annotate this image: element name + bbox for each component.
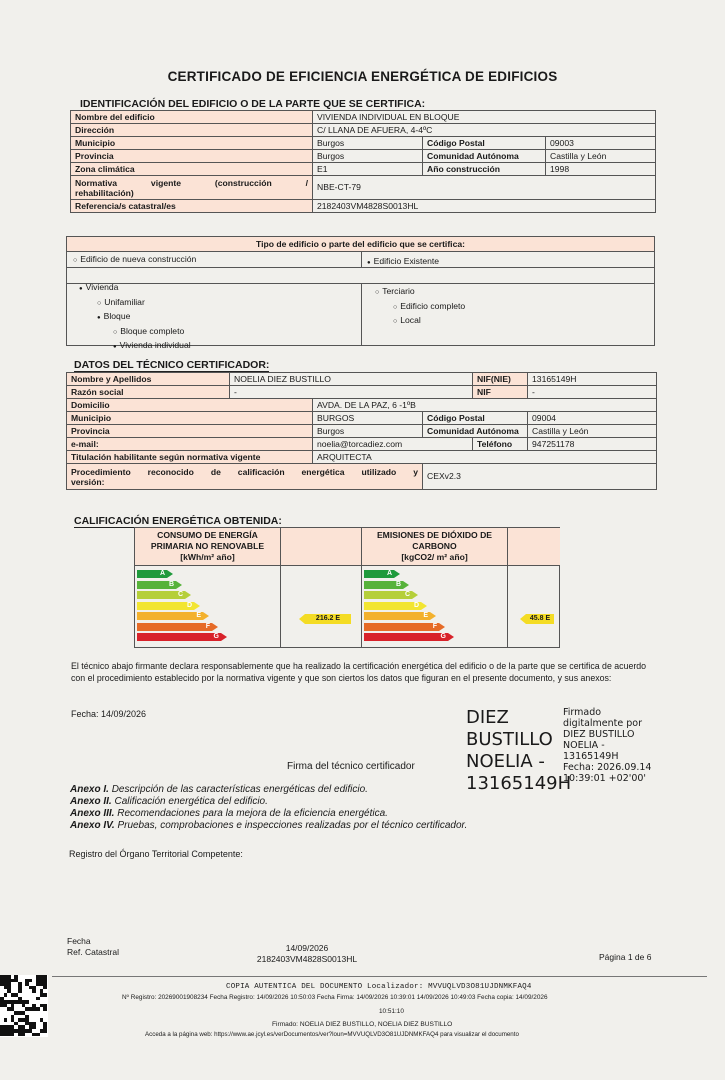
tec-nifnie-label: NIF(NIE) <box>473 373 528 386</box>
anexo-item: Anexo IV. Pruebas, comprobaciones e inspecciones realizadas por el técnico certificador. <box>70 820 468 831</box>
scale-bar-tip <box>448 633 454 641</box>
divider <box>361 252 362 268</box>
footer-fecha-value: 14/09/2026 <box>285 943 329 953</box>
normativa-label-line1: Normativa vigente (construcción / <box>75 177 308 188</box>
zona-label: Zona climática <box>71 163 313 176</box>
scale-bar-f: F <box>364 623 439 631</box>
qr-module <box>18 989 22 993</box>
document-title: CERTIFICADO DE EFICIENCIA ENERGÉTICA DE EDIFICIOS <box>167 69 558 84</box>
registro-label: Registro del Órgano Territorial Competente: <box>69 849 243 859</box>
provincia-value: Burgos <box>313 150 423 163</box>
scale-bar-tip <box>221 633 227 641</box>
consumo-value-indicator: 216.2 E <box>305 614 351 624</box>
sig-line4: 13165149H <box>466 773 572 794</box>
page-number: Página 1 de 6 <box>599 952 652 962</box>
normativa-label-line2: rehabilitación) <box>75 187 134 198</box>
tipo-header: Tipo de edificio o parte del edificio que se certifica: <box>67 237 654 252</box>
scale-bar-tip <box>203 612 209 620</box>
tec-razon-label: Razón social <box>67 386 230 399</box>
zona-value: E1 <box>313 163 423 176</box>
scale-bar-tip <box>194 602 200 610</box>
consumo-panel <box>134 527 362 648</box>
tec-nif-value: - <box>528 386 657 399</box>
qr-module <box>29 979 33 983</box>
qr-module <box>36 1033 40 1037</box>
referencia-label: Referencia/s catastral/es <box>71 200 313 213</box>
tec-municipio-value: BURGOS <box>313 412 423 425</box>
qr-module <box>43 986 47 990</box>
tec-domicilio-label: Domicilio <box>67 399 313 412</box>
referencia-value: 2182403VM4828S0013HL <box>313 200 656 213</box>
emisiones-head-line2: CARBONO <box>412 541 457 551</box>
normativa-label <box>71 176 313 200</box>
qr-module <box>4 993 8 997</box>
direccion-label: Dirección <box>71 124 313 137</box>
emisiones-panel <box>361 527 560 648</box>
scale-bar-tip <box>394 570 400 578</box>
sig-line1: DIEZ <box>466 707 509 728</box>
divider <box>361 284 362 346</box>
copia-line1: COPIA AUTENTICA DEL DOCUMENTO Localizador: MVVUQLVD3O81UJDNMKFAQ4 <box>226 983 532 991</box>
scale-bar-tip <box>167 570 173 578</box>
qr-module <box>36 1007 40 1011</box>
terciario-group <box>375 285 465 329</box>
scale-bar-b: B <box>137 581 176 589</box>
scale-bar-c: C <box>364 591 412 599</box>
tec-razon-value: - <box>230 386 473 399</box>
footer-values <box>227 943 387 965</box>
footer-ref-label: Ref. Catastral <box>67 947 119 957</box>
tec-titulacion-label: Titulación habilitante según normativa vigente <box>67 451 313 464</box>
comunidad-label: Comunidad Autónoma <box>423 150 546 163</box>
sig-line3: NOELIA - <box>466 751 545 772</box>
tec-comunidad-value: Castilla y León <box>528 425 657 438</box>
provincia-label: Provincia <box>71 150 313 163</box>
qr-module <box>11 1033 15 1037</box>
anio-label: Año construcción <box>423 163 546 176</box>
vivienda-group <box>79 281 191 354</box>
consumo-scale <box>137 570 277 646</box>
tecnico-table <box>66 372 657 490</box>
copia-line5: Acceda a la página web: https://www.ae.jcyl.es/verDocumentos/ver?loun=MVVUQLVD3O81UJDNMKFAQ4 para visualizar el documento <box>145 1031 519 1038</box>
tipo-edificio-box <box>66 236 655 350</box>
copia-line2: Nº Registro: 20269001908234 Fecha Registro: 14/09/2026 10:50:03 Fecha Firma: 14/09/2026 10:39:01 14/09/2026 10:49:03 Fecha copia: 14/09/2026 <box>122 994 548 1001</box>
sig-detail3: DIEZ BUSTILLO <box>563 729 635 740</box>
footer-rule <box>52 976 707 977</box>
anio-value: 1998 <box>546 163 656 176</box>
tec-email-value: noelia@torcadiez.com <box>313 438 473 451</box>
identificacion-title: IDENTIFICACIÓN DEL EDIFICIO O DE LA PARTE QUE SE CERTIFICA: <box>80 98 426 110</box>
scale-bar-a: A <box>364 570 394 578</box>
scale-bar-tip <box>421 602 427 610</box>
emisiones-scale <box>364 570 504 646</box>
anexo-item: Anexo II. Calificación energética del edificio. <box>70 796 268 807</box>
scale-bar-tip <box>185 591 191 599</box>
copia-line4: Firmado: NOELIA DIEZ BUSTILLO, NOELIA DIEZ BUSTILLO <box>272 1021 453 1028</box>
tecnico-title: DATOS DEL TÉCNICO CERTIFICADOR: <box>74 359 270 371</box>
scale-bar-a: A <box>137 570 167 578</box>
qr-module <box>32 989 36 993</box>
scale-bar-g: G <box>137 633 221 641</box>
municipio-label: Municipio <box>71 137 313 150</box>
tec-cp-label: Código Postal <box>423 412 528 425</box>
tec-domicilio-value: AVDA. DE LA PAZ, 6 -1ºB <box>313 399 657 412</box>
sig-detail2: digitalmente por <box>563 718 642 729</box>
cp-label: Código Postal <box>423 137 546 150</box>
emisiones-head-line1: EMISIONES DE DIÓXIDO DE <box>376 530 493 540</box>
tec-provincia-value: Burgos <box>313 425 423 438</box>
normativa-value: NBE-CT-79 <box>313 176 656 200</box>
consumo-unit: [kWh/m² año] <box>180 552 235 562</box>
anexos-list <box>70 784 630 832</box>
emisiones-header <box>362 528 507 566</box>
scale-bar-b: B <box>364 581 403 589</box>
scale-bar-tip <box>212 623 218 631</box>
qr-module <box>22 1033 26 1037</box>
option-bloque-completo: ○ Bloque completo <box>79 325 191 340</box>
tec-comunidad-label: Comunidad Autónoma <box>423 425 528 438</box>
nombre-value: VIVIENDA INDIVIDUAL EN BLOQUE <box>313 111 656 124</box>
footer-ref-value: 2182403VM4828S0013HL <box>256 954 358 964</box>
digital-signature <box>466 707 571 795</box>
scale-bar-f: F <box>137 623 212 631</box>
scale-bar-d: D <box>364 602 421 610</box>
comunidad-value: Castilla y León <box>546 150 656 163</box>
sig-detail5: 13165149H <box>563 751 619 762</box>
emisiones-unit: [kgCO2/ m² año] <box>401 552 468 562</box>
scale-bar-e: E <box>364 612 430 620</box>
tec-cp-value: 09004 <box>528 412 657 425</box>
tec-provincia-label: Provincia <box>67 425 313 438</box>
qr-module <box>25 1000 29 1004</box>
divider <box>507 528 508 647</box>
scale-bar-tip <box>176 581 182 589</box>
scale-bar-e: E <box>137 612 203 620</box>
calificacion-title: CALIFICACIÓN ENERGÉTICA OBTENIDA: <box>74 515 282 527</box>
procedimiento-label-line1: Procedimiento reconocido de calificación energética utilizado y <box>71 466 418 477</box>
fecha-line: Fecha: 14/09/2026 <box>71 709 147 719</box>
emisiones-value-indicator: 45.8 E <box>526 614 554 624</box>
sig-detail4: NOELIA - <box>563 740 605 751</box>
tec-procedimiento-label <box>67 464 423 490</box>
option-unifamiliar: ○ Unifamiliar <box>79 296 191 311</box>
option-local: ○ Local <box>375 314 465 329</box>
sig-detail6: Fecha: 2026.09.14 <box>563 762 652 773</box>
footer-labels <box>67 936 119 958</box>
anexo-item: Anexo III. Recomendaciones para la mejora de la eficiencia energética. <box>70 808 388 819</box>
divider <box>280 528 281 647</box>
tec-nifnie-value: 13165149H <box>528 373 657 386</box>
municipio-value: Burgos <box>313 137 423 150</box>
declaracion-text: El técnico abajo firmante declara responsablemente que ha realizado la certificación energética del edificio o de la parte que se certifica de acuerdo con el procedimiento establecido por la normativa vigente y que son ciertos los datos que figuran en el presente documento, y sus anexos: <box>71 661 647 683</box>
qr-module <box>43 1029 47 1033</box>
qr-module <box>36 997 40 1001</box>
option-nueva-construccion: ○ Edificio de nueva construcción <box>73 254 196 264</box>
qr-module <box>4 1018 8 1022</box>
option-terciario: ○ Terciario <box>375 285 465 300</box>
scale-bar-c: C <box>137 591 185 599</box>
scale-bar-tip <box>439 623 445 631</box>
consumo-header <box>135 528 280 566</box>
qr-code <box>0 975 48 1037</box>
sig-detail1: Firmado <box>563 707 602 718</box>
consumo-head-line1: CONSUMO DE ENERGÍA <box>157 530 258 540</box>
tec-telefono-label: Teléfono <box>473 438 528 451</box>
tec-nombre-label: Nombre y Apellidos <box>67 373 230 386</box>
consumo-head-line2: PRIMARIA NO RENOVABLE <box>150 541 265 551</box>
scale-bar-tip <box>403 581 409 589</box>
option-existente: ● Edificio Existente <box>367 256 439 266</box>
option-vivienda-individual: ● Vivienda individual <box>79 339 191 354</box>
identificacion-table <box>70 110 656 213</box>
firma-label: Firma del técnico certificador <box>287 761 415 772</box>
scale-bar-tip <box>430 612 436 620</box>
tec-nif-label: NIF <box>473 386 528 399</box>
emisiones-header-filler <box>507 528 560 566</box>
tec-nombre-value: NOELIA DIEZ BUSTILLO <box>230 373 473 386</box>
tipo-row-existencia <box>67 252 654 268</box>
nombre-label: Nombre del edificio <box>71 111 313 124</box>
tec-titulacion-value: ARQUITECTA <box>313 451 657 464</box>
tec-municipio-label: Municipio <box>67 412 313 425</box>
cp-value: 09003 <box>546 137 656 150</box>
option-vivienda: ● Vivienda <box>79 281 191 296</box>
copia-line3: 10:51:10 <box>379 1008 404 1015</box>
qr-module <box>43 1007 47 1011</box>
scale-bar-g: G <box>364 633 448 641</box>
scale-bar-tip <box>412 591 418 599</box>
option-bloque: ● Bloque <box>79 310 191 325</box>
digital-signature-details <box>563 707 651 784</box>
option-edificio-completo: ○ Edificio completo <box>375 300 465 315</box>
tec-telefono-value: 947251178 <box>528 438 657 451</box>
qr-module <box>43 993 47 997</box>
footer-fecha-label: Fecha <box>67 936 91 946</box>
scale-bar-d: D <box>137 602 194 610</box>
sig-detail7: 10:39:01 +02'00' <box>563 773 647 784</box>
tec-email-label: e-mail: <box>67 438 313 451</box>
qr-module <box>32 1025 36 1029</box>
tec-procedimiento-value: CEXv2.3 <box>423 464 657 490</box>
anexo-item: Anexo I. Descripción de las características energéticas del edificio. <box>70 784 368 795</box>
direccion-value: C/ LLANA DE AFUERA, 4-4ºC <box>313 124 656 137</box>
procedimiento-label-line2: versión: <box>71 476 105 487</box>
sig-line2: BUSTILLO <box>466 729 553 750</box>
consumo-header-filler <box>280 528 362 566</box>
